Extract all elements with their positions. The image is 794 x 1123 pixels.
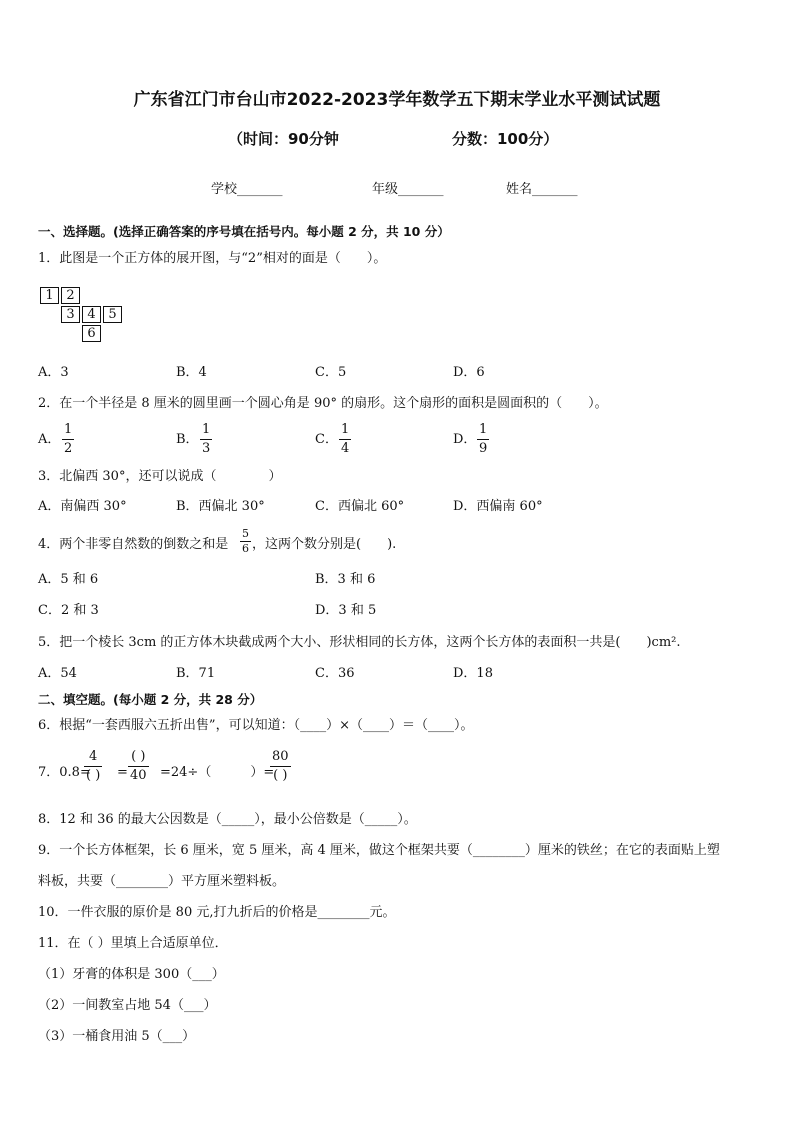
exam-score: 分数：100分） (452, 130, 559, 148)
q4-option-b: B．3 和 6 (315, 572, 376, 587)
page-title: 广东省江门市台山市2022-2023学年数学五下期末学业水平测试试题 (133, 90, 661, 110)
fraction-numerator: ( ) (131, 749, 146, 764)
q1-option-b: B．4 (176, 365, 207, 380)
fraction-numerator: 5 (242, 527, 249, 540)
question-4-stem-end: ，这两个数分别是( ). (252, 537, 397, 552)
q2-option-a-label: A． (38, 432, 61, 447)
net-face-5: 5 (103, 306, 122, 323)
net-face-3: 3 (61, 306, 80, 323)
fraction-denominator: 4 (341, 441, 350, 456)
q3-option-c: C．西偏北 60° (315, 499, 405, 514)
q5-option-c: C．36 (315, 666, 355, 681)
fraction-denominator: ( ) (273, 768, 288, 783)
q1-option-c: C．5 (315, 365, 347, 380)
q11-item-3: （3）一桶食用油 5（___） (38, 1029, 196, 1044)
fraction-denominator: 6 (242, 542, 249, 555)
question-10: 10．一件衣服的原价是 80 元,打九折后的价格是________元。 (38, 905, 396, 920)
q4-option-c: C．2 和 3 (38, 603, 99, 618)
q2-option-c-fraction (339, 422, 351, 457)
q2-option-b-fraction (200, 422, 212, 457)
school-field: 学校_______ (211, 182, 283, 197)
q5-option-a: A．54 (38, 666, 77, 681)
fraction-bar (339, 439, 351, 440)
question-8: 8．12 和 36 的最大公因数是（_____），最小公倍数是（_____）。 (38, 812, 417, 827)
fraction-bar (84, 766, 102, 767)
question-4-stem-start: 4．两个非零自然数的倒数之和是 (38, 537, 229, 552)
fraction-numerator: 80 (272, 749, 289, 764)
q3-option-b: B．西偏北 30° (176, 499, 265, 514)
fraction-denominator: 3 (202, 441, 211, 456)
fraction-denominator: ( ) (86, 768, 101, 783)
fraction-bar (270, 766, 291, 767)
fraction-numerator: 1 (479, 422, 488, 437)
q4-option-d: D．3 和 5 (315, 603, 377, 618)
grade-field: 年级_______ (372, 182, 444, 197)
q1-option-d: D．6 (453, 365, 485, 380)
fraction-denominator: 2 (64, 441, 73, 456)
name-field: 姓名_______ (506, 182, 578, 197)
q7-fraction-1 (84, 749, 102, 784)
section-heading-choice: 一、选择题。(选择正确答案的序号填在括号内。每小题 2 分，共 10 分） (38, 224, 450, 239)
question-9-line-2: 料板，共要（________）平方厘米塑料板。 (38, 874, 286, 889)
net-face-6: 6 (82, 325, 101, 342)
fraction-bar (200, 439, 212, 440)
question-7-prefix: 7．0.8= (38, 765, 91, 780)
fraction-numerator: 4 (89, 749, 98, 764)
question-5-stem: 5．把一个棱长 3cm 的正方体木块截成两个大小、形状相同的长方体，这两个长方体的表面积一共是( )cm². (38, 635, 681, 650)
question-9-line-1: 9．一个长方体框架，长 6 厘米，宽 5 厘米，高 4 厘米，做这个框架共要（________）厘米的铁丝；在它的表面贴上塑 (38, 843, 720, 858)
q5-option-b: B．71 (176, 666, 216, 681)
question-1-stem: 1．此图是一个正方体的展开图，与“2”相对的面是（ ）。 (38, 251, 387, 266)
q2-option-d-label: D． (453, 432, 477, 447)
q1-option-a: A．3 (38, 365, 69, 380)
net-face-4: 4 (82, 306, 101, 323)
q7-fraction-2 (128, 749, 149, 784)
section-heading-fill: 二、填空题。(每小题 2 分，共 28 分） (38, 692, 263, 707)
question-2-stem: 2．在一个半径是 8 厘米的圆里画一个圆心角是 90° 的扇形。这个扇形的面积是圆面积的（ ）。 (38, 396, 608, 411)
fraction-bar (477, 439, 489, 440)
net-face-2: 2 (61, 287, 80, 304)
fraction-bar (128, 766, 149, 767)
fraction-denominator: 40 (130, 768, 147, 783)
q7-fraction-3 (270, 749, 291, 784)
fraction-bar (62, 439, 74, 440)
net-face-1: 1 (40, 287, 59, 304)
q3-option-d: D．西偏南 60° (453, 499, 543, 514)
fraction-numerator: 1 (341, 422, 350, 437)
exam-time: （时间：90分钟 (228, 130, 339, 148)
q2-option-a-fraction (62, 422, 74, 457)
q7-equals: = (117, 765, 128, 780)
q11-item-1: （1）牙膏的体积是 300（___） (38, 967, 225, 982)
question-11-stem: 11．在（ ）里填上合适原单位． (38, 936, 228, 951)
q3-option-a: A．南偏西 30° (38, 499, 127, 514)
q5-option-d: D．18 (453, 666, 493, 681)
q2-option-d-fraction (477, 422, 489, 457)
q11-item-2: （2）一间教室占地 54（___） (38, 998, 217, 1013)
fraction-numerator: 1 (202, 422, 211, 437)
q2-option-b-label: B． (176, 432, 199, 447)
q7-middle: =24÷（ ）= (160, 765, 275, 780)
question-3-stem: 3．北偏西 30°，还可以说成（ ） (38, 469, 282, 484)
q4-inline-fraction (240, 528, 251, 555)
q4-option-a: A．5 和 6 (38, 572, 99, 587)
fraction-denominator: 9 (479, 441, 488, 456)
q2-option-c-label: C． (315, 432, 338, 447)
fraction-numerator: 1 (64, 422, 73, 437)
question-6: 6．根据“一套西服六五折出售”，可以知道：（____）×（____）＝（____）。 (38, 718, 474, 733)
